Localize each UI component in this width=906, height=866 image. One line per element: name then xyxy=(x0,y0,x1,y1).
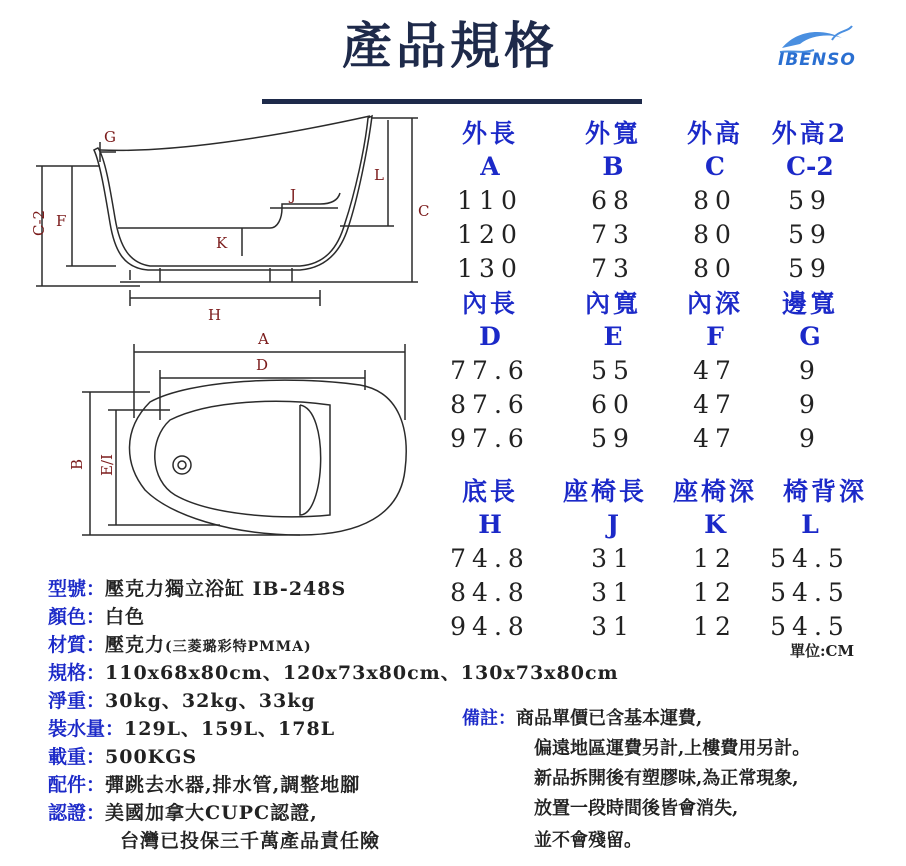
cell: 12 xyxy=(693,611,737,641)
letter-c: C xyxy=(705,151,725,181)
info-load: 載重：500KGS xyxy=(48,746,198,768)
dim-label-b: B xyxy=(68,458,86,470)
header-seat-length: 座椅長 xyxy=(562,477,647,506)
dim-label-j: J xyxy=(290,186,297,204)
cell: 80 xyxy=(693,185,737,215)
cell: 54.5 xyxy=(770,611,850,641)
header-seat-depth: 座椅深 xyxy=(672,477,757,506)
header-outer-length: 外長 xyxy=(461,119,518,148)
letter-b: B xyxy=(602,151,624,181)
notes-line-3: 新品拆開後有塑膠味,為正常現象, xyxy=(534,768,799,789)
notes-line-1: 備註：商品單價已含基本運費, xyxy=(462,708,703,729)
info-model: 型號：壓克力獨立浴缸 IB-248S xyxy=(48,578,347,600)
cell: 73 xyxy=(591,253,635,283)
cell: 120 xyxy=(457,219,523,249)
cell: 55 xyxy=(591,355,635,385)
info-certification-2: 台灣已投保三千萬產品責任險 xyxy=(120,830,381,852)
cell: 31 xyxy=(591,611,635,641)
side-view-diagram xyxy=(20,108,440,328)
cell: 130 xyxy=(457,253,523,283)
header-inner-width: 內寬 xyxy=(584,289,641,318)
letter-h: H xyxy=(478,509,502,539)
cell: 12 xyxy=(693,577,737,607)
cell: 77.6 xyxy=(450,355,530,385)
cell: 12 xyxy=(693,543,737,573)
dim-label-ei: E/I xyxy=(98,454,116,476)
letter-d: D xyxy=(479,321,501,351)
dim-label-g: G xyxy=(104,128,116,146)
header-outer-height: 外高 xyxy=(686,119,743,148)
dim-label-a: A xyxy=(258,330,269,348)
page-title: 產品規格 xyxy=(342,16,558,75)
cell: 59 xyxy=(788,185,832,215)
dim-label-l: L xyxy=(374,166,384,184)
header-outer-height-2: 外高2 xyxy=(771,119,849,148)
info-color: 顏色：白色 xyxy=(48,606,146,628)
cell: 9 xyxy=(799,355,821,385)
letter-a: A xyxy=(480,151,500,181)
cell: 73 xyxy=(591,219,635,249)
dim-label-k: K xyxy=(216,234,228,252)
cell: 9 xyxy=(799,423,821,453)
header-inner-length: 內長 xyxy=(461,289,518,318)
cell: 47 xyxy=(693,355,737,385)
unit-note: 單位:CM xyxy=(790,642,855,660)
header-base-length: 底長 xyxy=(461,477,518,506)
top-view-diagram xyxy=(60,330,440,550)
cell: 47 xyxy=(693,389,737,419)
notes-line-2: 偏遠地區運費另計,上樓費用另計。 xyxy=(534,738,811,759)
info-accessories: 配件：彈跳去水器,排水管,調整地腳 xyxy=(48,774,361,796)
cell: 9 xyxy=(799,389,821,419)
header-backrest-depth: 椅背深 xyxy=(782,477,867,506)
info-size: 規格：110x68x80cm、120x73x80cm、130x73x80cm xyxy=(48,662,619,684)
cell: 74.8 xyxy=(450,543,530,573)
cell: 54.5 xyxy=(770,577,850,607)
cell: 84.8 xyxy=(450,577,530,607)
cell: 60 xyxy=(591,389,635,419)
info-material: 材質：壓克力(三菱璐彩特PMMA) xyxy=(48,634,312,656)
brand-name: IBENSO xyxy=(778,50,856,70)
letter-e: E xyxy=(603,321,623,351)
cell: 94.8 xyxy=(450,611,530,641)
dim-label-d: D xyxy=(256,356,269,374)
cell: 59 xyxy=(788,219,832,249)
cell: 59 xyxy=(591,423,635,453)
header-outer-width: 外寬 xyxy=(584,119,641,148)
cell: 80 xyxy=(693,219,737,249)
cell: 31 xyxy=(591,577,635,607)
cell: 87.6 xyxy=(450,389,530,419)
title-underline xyxy=(262,99,642,104)
cell: 59 xyxy=(788,253,832,283)
cell: 47 xyxy=(693,423,737,453)
info-weight: 淨重：30kg、32kg、33kg xyxy=(48,690,316,712)
notes-line-4: 放置一段時間後皆會消失, xyxy=(534,798,739,819)
dim-label-c2: C-2 xyxy=(30,209,48,236)
dim-label-c: C xyxy=(418,202,430,220)
letter-f: F xyxy=(706,321,724,351)
cell: 54.5 xyxy=(770,543,850,573)
spec-block-outer xyxy=(440,115,880,285)
cell: 31 xyxy=(591,543,635,573)
cell: 68 xyxy=(591,185,635,215)
spec-block-inner xyxy=(440,285,880,455)
letter-g: G xyxy=(799,321,821,351)
cell: 97.6 xyxy=(450,423,530,453)
header-rim-width: 邊寬 xyxy=(781,289,838,318)
info-water-capacity: 裝水量：129L、159L、178L xyxy=(48,718,336,740)
cell: 110 xyxy=(457,185,523,215)
letter-c2: C-2 xyxy=(786,151,834,181)
dim-label-f: F xyxy=(56,212,67,230)
spec-block-base-seat xyxy=(440,473,880,643)
letter-l: L xyxy=(801,509,819,539)
dim-label-h: H xyxy=(208,306,222,324)
letter-k: K xyxy=(704,509,726,539)
notes-line-5: 並不會殘留。 xyxy=(534,830,642,851)
header-inner-depth: 內深 xyxy=(686,289,743,318)
info-certification: 認證：美國加拿大CUPC認證, xyxy=(48,802,318,824)
cell: 80 xyxy=(693,253,737,283)
letter-j: J xyxy=(607,509,619,539)
